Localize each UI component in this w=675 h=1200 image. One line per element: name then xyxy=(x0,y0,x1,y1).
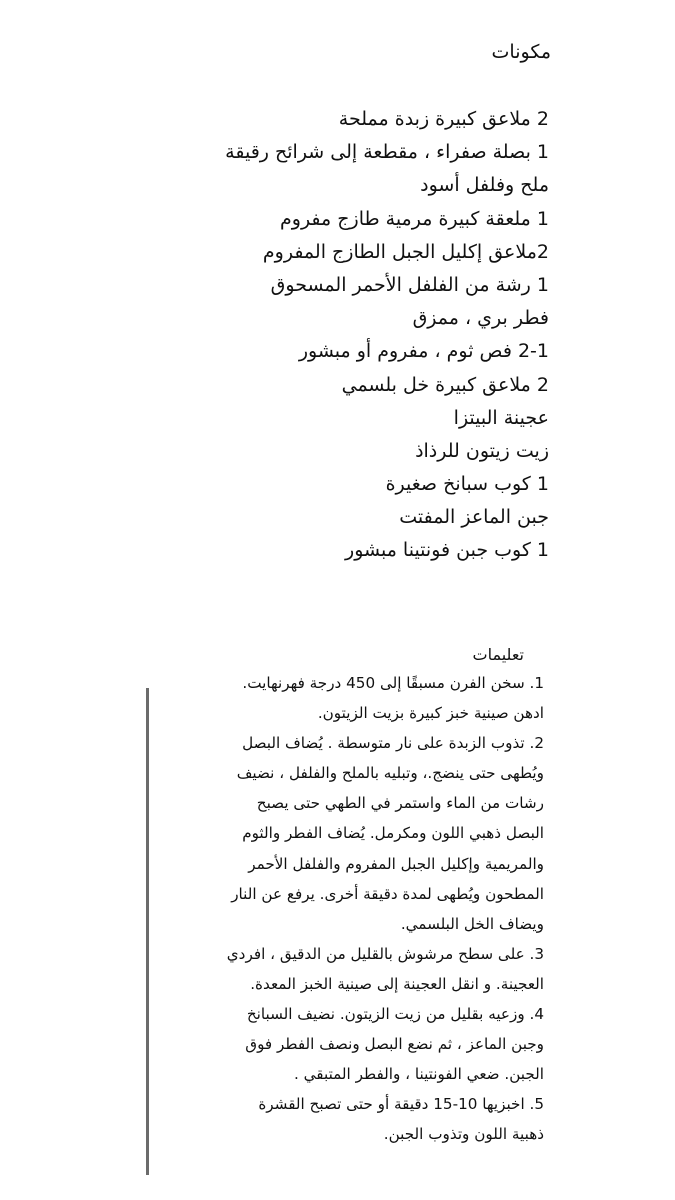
ingredient-item: 1 رشة من الفلفل الأحمر المسحوق xyxy=(270,273,549,296)
ingredient-item: 1 كوب جبن فونتينا مبشور xyxy=(345,539,549,562)
ingredient-item: جبن الماعز المفتت xyxy=(399,506,549,529)
instruction-line: ادهن صينية خبز كبيرة بزيت الزيتون. xyxy=(317,704,544,723)
ingredient-item: عجينة البيتزا xyxy=(453,406,549,429)
instruction-line: والمريمية وإكليل الجبل المفروم والفلفل الأحمر xyxy=(248,854,544,873)
instructions-heading: تعليمات xyxy=(472,645,524,664)
ingredient-item: زيت زيتون للرذاذ xyxy=(415,439,549,462)
ingredient-item: 2 ملاعق كبيرة زبدة مملحة xyxy=(338,108,549,130)
instructions-block xyxy=(152,668,544,1175)
instruction-line: 5. اخبزيها 10-15 دقيقة أو حتى تصبح القشرة xyxy=(258,1095,544,1114)
instructions-lines xyxy=(152,668,544,1150)
ingredient-item: 1 كوب سبانخ صغيرة xyxy=(385,473,549,496)
ingredients-heading: مكونات xyxy=(491,41,551,63)
instruction-line: 1. سخن الفرن مسبقًا إلى 450 درجة فهرنهايت. xyxy=(242,674,544,692)
instruction-line: الجبن. ضعي الفونتينا ، والفطر المتبقي . xyxy=(293,1065,544,1084)
ingredient-item: 2ملاعق إكليل الجبل الطازج المفروم xyxy=(262,240,549,263)
ingredients-list xyxy=(225,103,549,568)
instruction-line: العجينة. و انقل العجينة إلى صينية الخبز المعدة. xyxy=(250,974,544,993)
instruction-line: ذهبية اللون وتذوب الجبن. xyxy=(383,1125,544,1144)
instruction-line: المطحون ويُطهى لمدة دقيقة أخرى. يرفع عن النار xyxy=(231,884,544,903)
ingredient-item: 1 بصلة صفراء ، مقطعة إلى شرائح رقيقة xyxy=(225,141,549,164)
ingredient-item: 1 ملعقة كبيرة مرمية طازج مفروم xyxy=(280,207,549,230)
instruction-line: 2. تذوب الزبدة على نار متوسطة . يُضاف البصل xyxy=(242,734,544,753)
instruction-line: ويضاف الخل البلسمي. xyxy=(400,914,544,933)
instruction-line: وجبن الماعز ، ثم نضع البصل ونصف الفطر فوق xyxy=(245,1035,544,1054)
ingredient-item: 2-1 فص ثوم ، مفروم أو مبشور xyxy=(298,340,549,363)
ingredient-item: ملح وفلفل أسود xyxy=(420,174,549,197)
instruction-line: البصل ذهبي اللون ومكرمل. يُضاف الفطر والثوم xyxy=(242,824,544,843)
instruction-line: 4. وزعيه بقليل من زيت الزيتون. نضيف السبانخ xyxy=(246,1005,544,1024)
quote-bar xyxy=(146,688,149,1175)
instruction-line: 3. على سطح مرشوش بالقليل من الدقيق ، افردي xyxy=(226,944,544,963)
instruction-line: ويُطهى حتى ينضج.، وتبليه بالملح والفلفل ، نضيف xyxy=(236,764,544,783)
ingredient-item: 2 ملاعق كبيرة خل بلسمي xyxy=(341,373,549,396)
instruction-line: رشات من الماء واستمر في الطهي حتى يصبح xyxy=(256,794,544,813)
ingredient-item: فطر بري ، ممزق xyxy=(412,307,549,330)
